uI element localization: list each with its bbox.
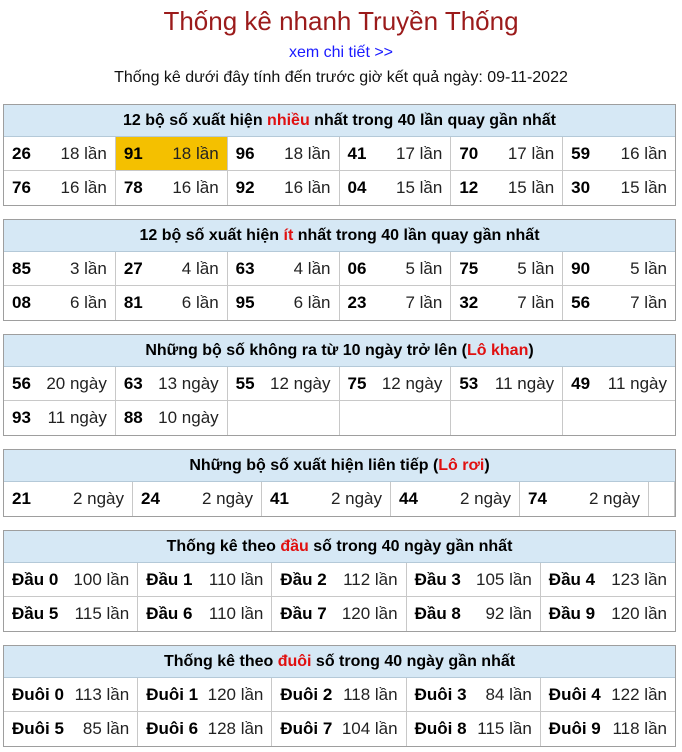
stat-count: 11 ngày [607, 373, 667, 393]
stat-number: Đầu 5 [12, 604, 59, 623]
stat-count: 118 lần [343, 684, 398, 704]
dau-stats-section [3, 530, 676, 632]
stat-cell [133, 482, 262, 516]
stat-cell [4, 286, 116, 320]
stat-count: 2 ngày [72, 489, 124, 508]
stat-count: 18 lần [284, 143, 331, 163]
stat-cell [138, 563, 272, 597]
stat-cell [4, 712, 138, 746]
empty-cell [340, 401, 452, 435]
stat-cell [4, 597, 138, 631]
stat-cell [407, 597, 541, 631]
stat-cell [451, 367, 563, 401]
stat-number: 06 [347, 258, 367, 278]
most-frequent-table [4, 137, 675, 205]
stat-cell [138, 597, 272, 631]
empty-cell [649, 482, 675, 516]
stat-cell [541, 678, 675, 712]
stat-count: 15 lần [507, 178, 555, 197]
stat-cell [541, 597, 675, 631]
stat-number: 95 [235, 293, 255, 312]
stat-cell [541, 712, 675, 746]
heading-text-pre: 12 bộ số xuất hiện [139, 227, 284, 244]
stat-number: 24 [141, 489, 160, 508]
stat-number: Đuôi 0 [12, 684, 64, 704]
stat-number: 74 [528, 489, 547, 508]
duoi-stats-section [3, 645, 676, 747]
stat-count: 92 lần [485, 604, 532, 623]
stat-count: 120 lần [341, 604, 398, 623]
stat-cell [340, 252, 452, 286]
stat-count: 16 lần [60, 178, 107, 197]
stat-cell [541, 563, 675, 597]
stat-number: Đuôi 6 [146, 719, 199, 738]
stat-count: 6 lần [69, 293, 107, 312]
stat-count: 18 lần [60, 143, 107, 163]
heading-text-post: ) [484, 457, 490, 474]
stat-cell [407, 712, 541, 746]
stat-cell [262, 482, 391, 516]
heading-text-highlight: ít [283, 227, 294, 244]
stat-cell [228, 137, 340, 171]
stat-count: 115 lần [74, 604, 130, 623]
stat-number: Đầu 4 [548, 569, 596, 589]
stat-count: 7 lần [630, 293, 667, 312]
stat-count: 18 lần [172, 143, 219, 163]
heading-text-pre: Những bộ số không ra từ 10 ngày trở lên ( [145, 342, 467, 359]
stat-number: Đuôi 7 [280, 719, 333, 738]
lo-khan-section [3, 334, 676, 436]
stat-cell [563, 286, 675, 320]
stat-count: 20 ngày [46, 373, 107, 393]
stat-cell [340, 137, 452, 171]
stat-number: 21 [12, 489, 31, 508]
stat-count: 6 lần [181, 293, 219, 312]
stat-number: 08 [12, 293, 31, 312]
stat-cell [451, 171, 563, 205]
lo-khan-table [4, 367, 675, 435]
stat-count: 7 lần [405, 293, 443, 312]
stat-count: 4 lần [293, 258, 331, 278]
stat-number: 76 [12, 178, 31, 197]
page-title: Thống kê nhanh Truyền Thống [163, 6, 519, 36]
stat-number: 93 [12, 408, 31, 427]
stat-number: 26 [12, 143, 31, 163]
stat-count: 16 lần [620, 143, 667, 163]
stat-cell [451, 286, 563, 320]
stat-number: 44 [399, 489, 418, 508]
stat-cell [138, 678, 272, 712]
lo-khan-heading [4, 335, 675, 367]
stat-count: 17 lần [507, 143, 555, 163]
stat-cell [340, 171, 452, 205]
stat-count: 6 lần [293, 293, 331, 312]
most-frequent-heading [4, 105, 675, 137]
stat-cell [4, 171, 116, 205]
stat-cell [391, 482, 520, 516]
stat-cell [228, 286, 340, 320]
stat-cell [563, 252, 675, 286]
stat-number: 70 [459, 143, 479, 163]
stat-number: Đuôi 5 [12, 719, 64, 738]
stat-cell [4, 678, 138, 712]
view-details-link[interactable]: xem chi tiết >> [288, 44, 394, 61]
heading-text-highlight: Lô rơi [438, 457, 485, 474]
stat-count: 110 lần [208, 569, 264, 589]
heading-text-highlight: đầu [280, 538, 309, 555]
heading-text-highlight: nhiều [267, 112, 310, 129]
stat-count: 7 lần [517, 293, 555, 312]
stat-cell [4, 482, 133, 516]
stat-count: 10 ngày [158, 408, 219, 427]
stat-number: 23 [347, 293, 367, 312]
stat-number: Đuôi 2 [280, 684, 333, 704]
stat-number: Đuôi 3 [414, 684, 467, 704]
stat-number: 91 [123, 143, 143, 163]
heading-text-post: số trong 40 ngày gần nhất [308, 538, 513, 555]
stat-number: Đầu 1 [146, 569, 193, 589]
stat-number: Đầu 9 [548, 604, 596, 623]
stat-count: 104 lần [341, 719, 398, 738]
stat-cell [228, 252, 340, 286]
stat-cell [451, 137, 563, 171]
heading-text-pre: Những bộ số xuất hiện liên tiếp ( [189, 457, 439, 474]
stat-count: 16 lần [284, 178, 331, 197]
stat-number: Đầu 3 [414, 569, 461, 589]
least-frequent-table [4, 252, 675, 320]
stat-count: 84 lần [485, 684, 532, 704]
stat-count: 2 ngày [459, 489, 511, 508]
stat-cell [272, 597, 406, 631]
stat-cell [4, 137, 116, 171]
stat-count: 13 ngày [158, 373, 219, 393]
lo-roi-section [3, 449, 676, 517]
stat-cell [563, 367, 675, 401]
stat-cell [138, 712, 272, 746]
empty-cell [563, 401, 675, 435]
stat-count: 11 ngày [494, 373, 555, 393]
stat-cell [272, 678, 406, 712]
stat-number: 55 [235, 373, 255, 393]
stat-number: 41 [347, 143, 367, 163]
date-subtitle: Thống kê dưới đây tính đến trước giờ kết quả ngày: 09-11-2022 [114, 69, 568, 86]
heading-text-post: nhất trong 40 lần quay gần nhất [293, 227, 540, 244]
duoi-stats-heading [4, 646, 675, 678]
stat-cell [340, 286, 452, 320]
stat-cell [563, 171, 675, 205]
stat-number: 81 [123, 293, 143, 312]
stat-number: Đuôi 8 [414, 719, 467, 738]
stat-cell [116, 171, 228, 205]
stat-cell [228, 171, 340, 205]
stat-count: 123 lần [611, 569, 667, 589]
stat-number: Đuôi 1 [146, 684, 199, 704]
lo-roi-table [4, 482, 675, 516]
stat-count: 15 lần [396, 178, 443, 197]
stat-number: Đầu 7 [280, 604, 327, 623]
stat-cell [116, 137, 228, 171]
stat-cell [4, 252, 116, 286]
stat-cell [407, 563, 541, 597]
stat-number: 92 [235, 178, 255, 197]
stat-count: 4 lần [181, 258, 219, 278]
stat-count: 115 lần [477, 719, 532, 738]
heading-text-highlight: Lô khan [467, 342, 529, 359]
stat-number: 59 [571, 143, 591, 163]
stat-count: 128 lần [207, 719, 264, 738]
stat-number: 90 [571, 258, 591, 278]
stat-count: 2 ngày [588, 489, 640, 508]
stat-number: Đuôi 4 [548, 684, 601, 704]
stat-cell [563, 137, 675, 171]
stat-count: 5 lần [517, 258, 555, 278]
stat-count: 12 ngày [270, 373, 331, 393]
heading-text-pre: Thống kê theo [166, 538, 281, 555]
stat-number: 49 [571, 373, 591, 393]
stat-number: Đầu 0 [12, 569, 59, 589]
stat-cell [116, 252, 228, 286]
stat-count: 120 lần [207, 684, 264, 704]
stat-count: 15 lần [620, 178, 667, 197]
stat-count: 110 lần [208, 604, 264, 623]
stat-count: 5 lần [630, 258, 667, 278]
stat-cell [407, 678, 541, 712]
stat-number: 53 [459, 373, 479, 393]
least-frequent-section [3, 219, 676, 321]
stat-cell [272, 712, 406, 746]
stat-count: 118 lần [612, 719, 667, 738]
stat-cell [451, 252, 563, 286]
stat-number: 88 [123, 408, 143, 427]
heading-text-post: nhất trong 40 lần quay gần nhất [309, 112, 556, 129]
stat-number: 30 [571, 178, 591, 197]
stat-cell [520, 482, 649, 516]
stat-number: 75 [459, 258, 479, 278]
empty-cell [228, 401, 340, 435]
stat-cell [116, 286, 228, 320]
stat-count: 17 lần [396, 143, 443, 163]
stat-number: 63 [123, 373, 143, 393]
stat-count: 3 lần [69, 258, 107, 278]
heading-text-post: số trong 40 ngày gần nhất [311, 653, 516, 670]
dau-stats-table [4, 563, 675, 631]
stat-count: 5 lần [405, 258, 443, 278]
heading-text-pre: 12 bộ số xuất hiện [123, 112, 268, 129]
stat-count: 11 ngày [47, 408, 107, 427]
stat-number: 63 [235, 258, 255, 278]
stat-number: 27 [123, 258, 143, 278]
stat-count: 120 lần [611, 604, 667, 623]
stat-number: 41 [270, 489, 289, 508]
stat-number: Đuôi 9 [548, 719, 601, 738]
heading-text-highlight: đuôi [277, 653, 312, 670]
stat-count: 2 ngày [330, 489, 382, 508]
stat-number: 85 [12, 258, 31, 278]
stat-number: 32 [459, 293, 479, 312]
stat-cell [340, 367, 452, 401]
stat-cell [272, 563, 406, 597]
stat-number: Đầu 8 [414, 604, 461, 623]
stat-count: 85 lần [82, 719, 130, 738]
heading-text-post: ) [528, 342, 534, 359]
stat-number: 78 [123, 178, 143, 197]
stat-number: Đầu 6 [146, 604, 193, 623]
stat-count: 2 ngày [201, 489, 253, 508]
stat-count: 113 lần [74, 684, 130, 704]
stat-count: 122 lần [611, 684, 667, 704]
stat-number: 04 [347, 178, 367, 197]
heading-text-pre: Thống kê theo [163, 653, 278, 670]
stat-number: 56 [12, 373, 31, 393]
stat-cell [116, 401, 228, 435]
stat-cell [4, 367, 116, 401]
stat-cell [4, 563, 138, 597]
stat-count: 100 lần [73, 569, 130, 589]
dau-stats-heading [4, 531, 675, 563]
stat-count: 112 lần [343, 569, 398, 589]
duoi-stats-table [4, 678, 675, 746]
stat-number: Đầu 2 [280, 569, 327, 589]
stat-count: 105 lần [476, 569, 532, 589]
stat-cell [228, 367, 340, 401]
least-frequent-heading [4, 220, 675, 252]
stat-cell [116, 367, 228, 401]
empty-cell [451, 401, 563, 435]
stat-count: 16 lần [172, 178, 219, 197]
stat-number: 12 [459, 178, 479, 197]
stat-cell [4, 401, 116, 435]
stat-number: 75 [347, 373, 367, 393]
most-frequent-section [3, 104, 676, 206]
stat-number: 56 [571, 293, 591, 312]
lo-roi-heading [4, 450, 675, 482]
stat-count: 12 ngày [381, 373, 443, 393]
stat-number: 96 [235, 143, 255, 163]
